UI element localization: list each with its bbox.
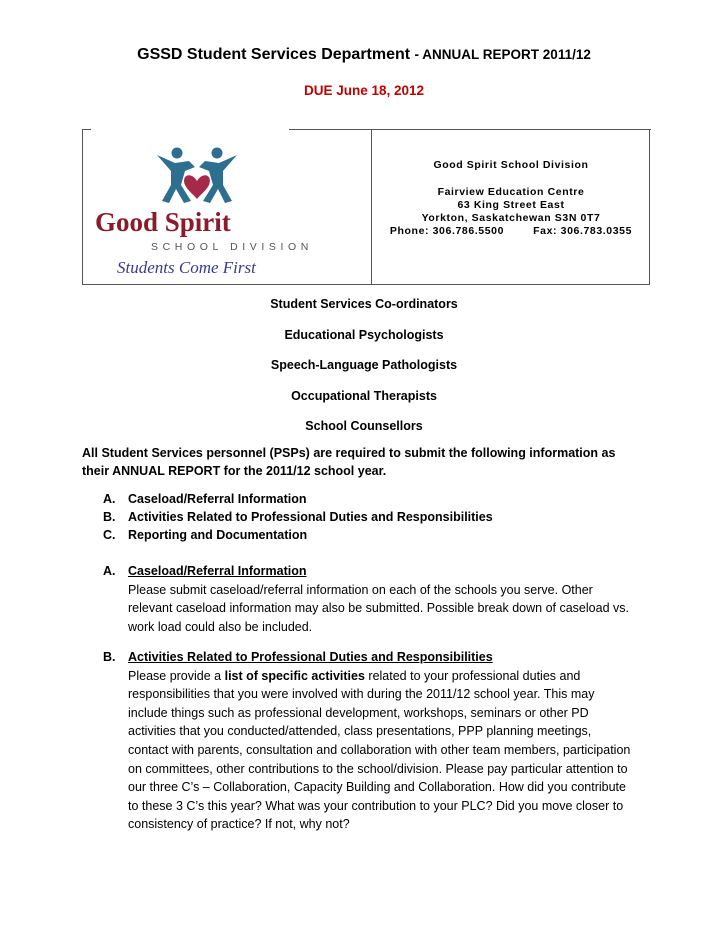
list-label: Reporting and Documentation xyxy=(128,528,308,542)
heart-icon xyxy=(184,175,210,199)
logo-subname: SCHOOL DIVISION xyxy=(151,241,313,253)
contact-city: Yorkton, Saskatchewan S3N 0T7 xyxy=(421,212,601,224)
list-label: Caseload/Referral Information xyxy=(128,492,307,506)
section-body-post: related to your professional duties and responsibilities that you were involved with during the 2011/12 school year. This may include things such as professional development, workshops, seminars or other PD activities that you conducted/attended, class presentations, PPP planning meetings, contact with parents, consultation and collaboration with other team members, participation on committees, other contributions to the school/division. Please pay particular attention to our three C’s – Collaboration, Capacity Building and Collaboration. How did you contribute to these 3 C’s this year? What was your contribution to your PLC? Did you move closer to consistency of practice? If not, why not? xyxy=(128,668,631,832)
logo-tagline: Students Come First xyxy=(117,258,256,277)
section-heading xyxy=(103,562,633,581)
section-body-pre: Please provide a xyxy=(128,668,225,683)
box-border-segment xyxy=(83,129,91,130)
section-letter: B. xyxy=(103,650,116,664)
section-body xyxy=(103,667,633,834)
section-body: Please submit caseload/referral information on each of the schools you serve. Other relevant caseload information may also be submitted. Possible break down of caseload vs. work load could also be included. xyxy=(128,582,629,634)
list-letter: C. xyxy=(103,528,116,542)
contact-centre: Fairview Education Centre xyxy=(437,186,585,198)
role-item: School Counsellors xyxy=(305,419,423,433)
letterhead-box xyxy=(82,129,650,285)
roles-list xyxy=(0,297,728,450)
good-spirit-logo xyxy=(91,141,313,279)
role-item: Speech-Language Pathologists xyxy=(270,358,458,372)
section-heading xyxy=(103,648,633,667)
section-heading-text: Activities Related to Professional Duties and Responsibilities xyxy=(128,650,493,664)
list-letter: B. xyxy=(103,510,116,524)
section-b xyxy=(103,648,633,834)
title-main: GSSD Student Services Department xyxy=(137,46,411,63)
list-item xyxy=(103,490,623,508)
list-letter: A. xyxy=(103,492,116,506)
role-item: Occupational Therapists xyxy=(291,388,437,403)
list-item xyxy=(103,526,623,544)
contact-street: 63 King Street East xyxy=(457,199,565,211)
contact-phone: Phone: 306.786.5500 xyxy=(389,225,505,237)
section-heading-text: Caseload/Referral Information xyxy=(128,564,307,578)
list-item xyxy=(103,508,623,526)
list-label: Activities Related to Professional Duties and Responsibilities xyxy=(128,510,493,524)
contact-org: Good Spirit School Division xyxy=(433,159,589,171)
section-letter: A. xyxy=(103,564,116,578)
intro-paragraph: All Student Services personnel (PSPs) are required to submit the following information as their ANNUAL REPORT for the 2011/12 school year. xyxy=(82,446,616,478)
due-date: DUE June 18, 2012 xyxy=(303,83,425,98)
report-sections-list xyxy=(103,490,623,544)
logo-name: Good Spirit xyxy=(95,207,231,237)
title-sub: - ANNUAL REPORT 2011/12 xyxy=(414,47,591,62)
role-item: Student Services Co-ordinators xyxy=(270,297,458,311)
contact-phone-fax xyxy=(372,225,650,238)
role-item: Educational Psychologists xyxy=(284,327,444,342)
contact-fax: Fax: 306.783.0355 xyxy=(533,225,633,237)
section-body-emphasis: list of specific activities xyxy=(224,668,365,683)
page-title xyxy=(0,46,728,64)
contact-block xyxy=(372,129,650,238)
section-a xyxy=(103,562,633,636)
